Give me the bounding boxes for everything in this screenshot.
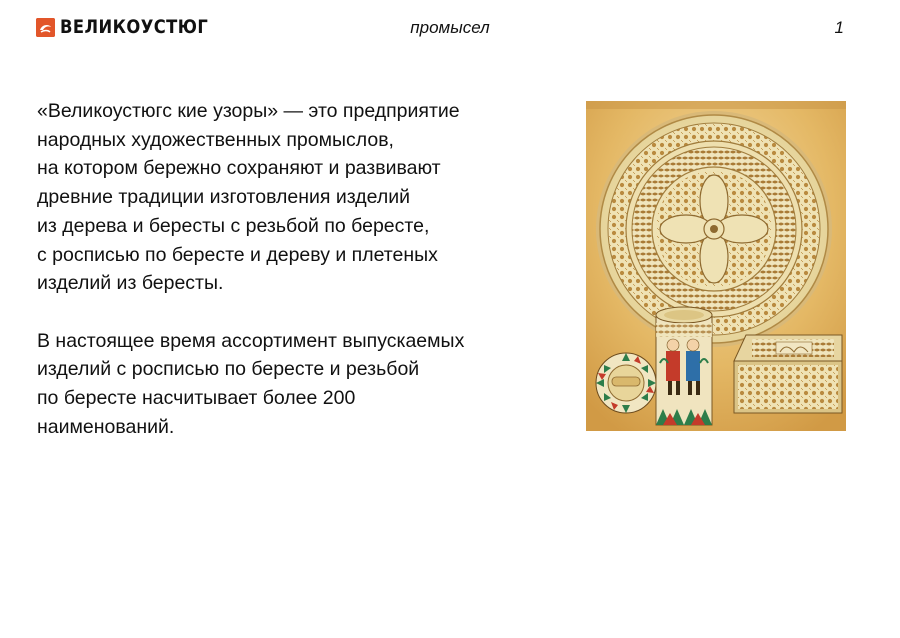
paragraph-assortment bbox=[37, 327, 557, 442]
text-line: из дерева и бересты с резьбой по бересте, bbox=[37, 214, 430, 237]
page-number: 1 bbox=[834, 18, 844, 37]
paragraph-intro bbox=[37, 97, 557, 298]
text-line: по бересте насчитывает более 200 bbox=[37, 387, 356, 410]
text-line: «Великоустюгс кие узоры» — это предприятие bbox=[37, 100, 460, 122]
text-line: с росписью по бересте и дереву и плетеных bbox=[37, 243, 438, 266]
carved-plate bbox=[596, 111, 832, 347]
text-line: наименований. bbox=[37, 415, 175, 438]
main-text bbox=[37, 97, 557, 470]
text-line: народных художественных промыслов, bbox=[37, 128, 394, 151]
painted-birch-tuesok bbox=[656, 307, 712, 425]
carved-casket bbox=[734, 335, 842, 413]
section-title: промысел bbox=[410, 18, 490, 37]
page-header bbox=[0, 0, 900, 60]
product-photo bbox=[586, 101, 846, 431]
brand-name: ВЕЛИКОУСТЮГ bbox=[60, 16, 209, 38]
text-line: изделий с росписью по бересте и резьбой bbox=[37, 358, 420, 381]
painted-round-box bbox=[596, 353, 656, 413]
text-line: В настоящее время ассортимент выпускаемых bbox=[37, 329, 465, 352]
product-photo-illustration bbox=[586, 101, 846, 431]
text-line: на котором бережно сохраняют и развивают bbox=[37, 157, 441, 180]
text-line: древние традиции изготовления изделий bbox=[37, 186, 411, 209]
text-line: изделий из бересты. bbox=[37, 272, 224, 295]
